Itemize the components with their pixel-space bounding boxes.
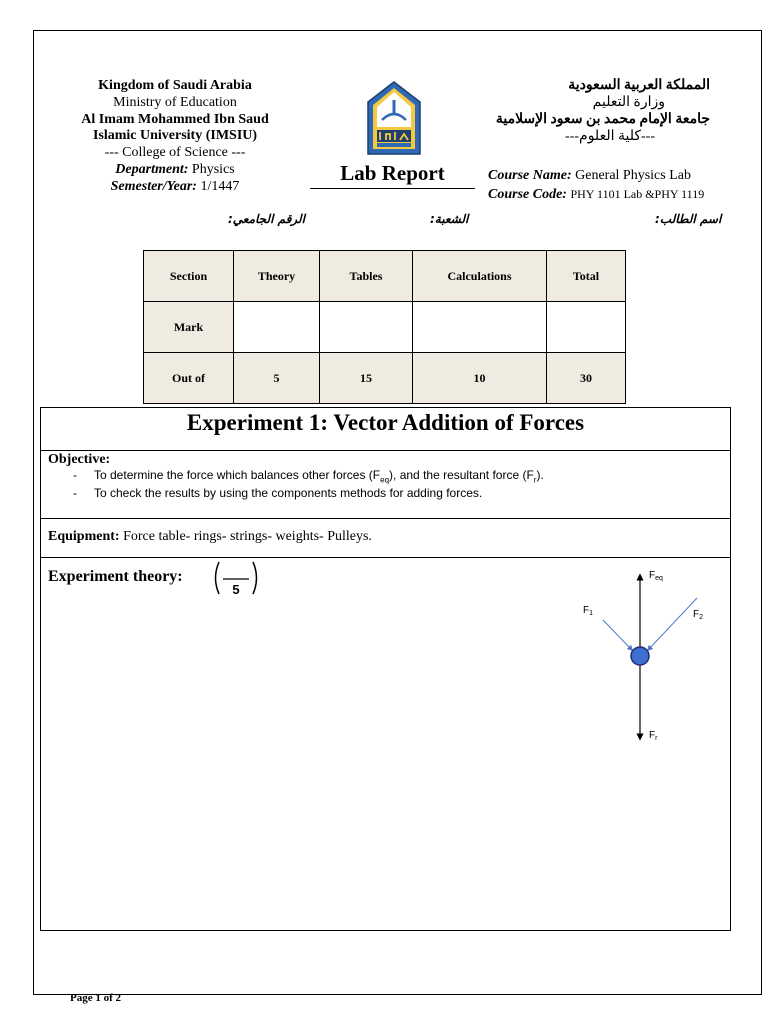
course-code-label: Course Code: — [488, 187, 567, 202]
col-total: Total — [547, 251, 626, 302]
fr-label: $F_r$ — [649, 730, 658, 742]
f2-arrow — [649, 598, 697, 649]
course-name-label: Course Name: — [488, 168, 572, 183]
out-of-row-label: Out of — [144, 353, 234, 404]
course-name-line — [488, 167, 704, 185]
mark-row-label: Mark — [144, 302, 234, 353]
mark-theory-cell[interactable] — [234, 302, 320, 353]
department-label: Department: — [115, 161, 189, 177]
equipment-label: Equipment: — [48, 529, 120, 544]
university-name-line1: Al Imam Mohammed Ibn Saud — [81, 111, 269, 127]
department-line — [55, 162, 295, 179]
out-of-calculations: 10 — [413, 353, 547, 404]
course-info — [488, 167, 704, 204]
student-section-field[interactable]: الشعبة: — [430, 212, 469, 226]
mark-tables-cell[interactable] — [320, 302, 413, 353]
college-name: --- College of Science --- — [104, 145, 246, 161]
semester-line — [55, 179, 295, 196]
col-tables: Tables — [320, 251, 413, 302]
force-diagram — [575, 565, 725, 750]
out-of-row — [144, 353, 626, 404]
country-name: Kingdom of Saudi Arabia — [98, 78, 252, 93]
equipment-line — [48, 529, 372, 545]
out-of-tables: 15 — [320, 353, 413, 404]
page-number: Page 1 of 2 — [70, 992, 122, 1004]
out-of-total: 30 — [547, 353, 626, 404]
lab-report-title: Lab Report — [310, 161, 475, 189]
header-right-arabic — [465, 77, 710, 145]
feq-subscript: eq — [380, 475, 390, 485]
col-calculations: Calculations — [413, 251, 547, 302]
arabic-country: المملكة العربية السعودية — [568, 78, 710, 93]
objective-text-1: To determine the force which balances other forces (F — [94, 468, 381, 482]
ministry-name: Ministry of Education — [113, 94, 237, 110]
university-name-line2: Islamic University (IMSIU) — [92, 128, 258, 144]
marks-header-row — [144, 251, 626, 302]
fr-subscript: r — [533, 475, 537, 485]
bullet-dash: - — [73, 486, 77, 500]
equipment-value: Force table- rings- strings- weights- Pulleys. — [123, 529, 372, 544]
experiment-title: Experiment 1: Vector Addition of Forces — [41, 408, 730, 451]
student-id-field[interactable]: الرقم الجامعي: — [228, 212, 305, 226]
semester-value: 1/1447 — [200, 178, 240, 194]
university-logo — [364, 80, 424, 158]
equipment-section — [41, 518, 730, 558]
out-of-theory: 5 — [234, 353, 320, 404]
objective-section — [41, 450, 730, 519]
bullet-dash: - — [73, 468, 77, 482]
f1-arrow — [603, 620, 631, 649]
course-code-line — [488, 185, 704, 204]
col-theory: Theory — [234, 251, 320, 302]
marks-table — [143, 250, 626, 404]
mark-total-cell[interactable] — [547, 302, 626, 353]
feq-label: $F_{eq}$ — [649, 570, 663, 582]
semester-label: Semester/Year: — [110, 178, 197, 194]
arabic-college: ---كلية العلوم--- — [565, 129, 655, 144]
header-left — [55, 78, 295, 196]
objective-label: Objective: — [48, 452, 111, 467]
arabic-university: جامعة الإمام محمد بن سعود الإسلامية — [495, 112, 710, 127]
col-section: Section — [144, 251, 234, 302]
f2-label: $F_2$ — [693, 609, 704, 621]
course-name-value: General Physics Lab — [575, 168, 691, 183]
department-value: Physics — [191, 161, 235, 177]
mark-row — [144, 302, 626, 353]
force-ring — [631, 647, 649, 665]
theory-out-of: 5 — [232, 582, 240, 597]
objective-item-1: To determine the force which balances other forces $(F_{eq})$, and the resultant force $(F_r)$. — [94, 468, 544, 485]
theory-score-fraction — [211, 558, 261, 598]
student-name-field[interactable]: اسم الطالب: — [655, 212, 722, 226]
theory-label: Experiment theory: — [48, 568, 183, 585]
arabic-ministry: وزارة التعليم — [592, 95, 665, 110]
objective-item-2: To check the results by using the components methods for adding forces. — [94, 486, 483, 500]
f1-label: $F_1$ — [583, 605, 594, 617]
course-code-value: PHY 1101 Lab &PHY 1119 — [570, 187, 705, 201]
mark-calculations-cell[interactable] — [413, 302, 547, 353]
